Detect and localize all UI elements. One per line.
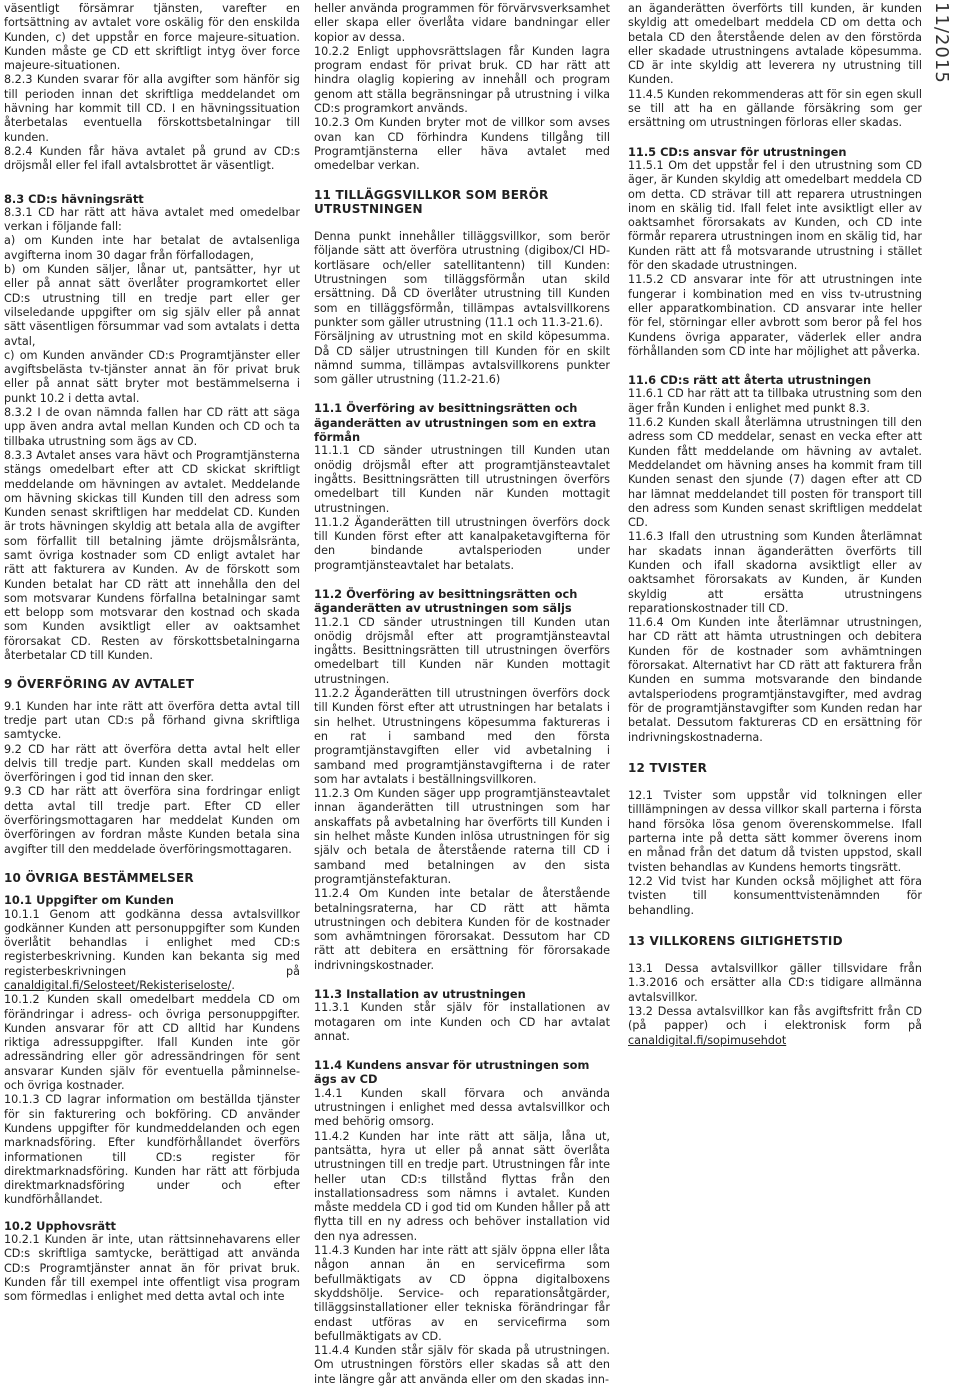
paragraph: b) om Kunden säljer, lånar ut, pantsätter, hyr ut eller på annat sätt överlåter programkortet eller CD:s utrustning till en tredje part eller ger vilseledande uppgifter om sig själv eller på annat sätt väsentligen försummar vad som avtalats i detta avtal, — [4, 263, 300, 348]
paragraph: a) om Kunden inte har betalat de avtalsenliga avgifterna inom 30 dagar från förfallodagen, — [4, 234, 300, 262]
paragraph: 11.6.2 Kunden skall återlämna utrustningen till den adress som CD meddelar, senast en vecka efter att Kunden fått meddelande om hävning av avtalet. Meddelandet om hävning anses ha kommit fram till Kunden senast den sjunde (7) dagen efter att CD har lämnat meddelandet till posten för transport till den adress som Kunden senast skriftligen meddelat CD. — [628, 416, 922, 530]
paragraph — [4, 908, 300, 994]
paragraph: c) om Kunden använder CD:s Programtjänster eller avgiftsbelästa tv-tjänster annat än för privat bruk eller på annat sätt bryter mot bestämmelserna i punkt 10.2 i detta avtal. — [4, 348, 300, 405]
paragraph: 10.2.1 Kunden är inte, utan rättsinnehavarens eller CD:s skriftliga samtycke, berättigad att använda CD:s Programtjänster annat än för privat bruk. Kunden får till exempel inte offentligt visa program som förmedlas i enlighet med detta avtal och inte — [4, 1233, 300, 1304]
paragraph: 10.2.2 Enligt upphovsrättslagen får Kunden lagra program endast för privat bruk. CD har rätt att hindra olaglig kopiering av innehåll och program genom att ställa begränsningar på utrustning i vilka CD:s programkort används. — [314, 44, 610, 116]
paragraph: 9.2 CD har rätt att överföra detta avtal helt eller delvis till tredje part. Kunden skall meddelas om överföringen i god tid innan den sker. — [4, 742, 300, 785]
paragraph: 10.1.2 Kunden skall omedelbart meddela CD om förändringar i adress- och övriga personuppgifter. Kunden ansvarar för att CD alltid har Kundens riktiga adressuppgifter. Ifall Kunden inte gör adressändring eller gör adressändringen för sent ansvarar Kunden själv för eventuella påminnelse- och övriga kostnader. — [4, 993, 300, 1093]
column-3 — [628, 2, 922, 1048]
paragraph: 11.6.1 CD har rätt att ta tillbaka utrustning som den äger från Kunden i enlighet med punkt 8.3. — [628, 387, 922, 415]
paragraph: 10.1.3 CD lagrar information om beställda tjänster för sin fakturering och bokföring. CD använder Kundens uppgifter för kundmeddelanden och egen marknadsföring. Efter kundförhållandet överförs informationen till CD:s register för direktmarknadsföring. Kunden har rätt att förbjuda direktmarknadsföring under och efter kundförhållandet. — [4, 1093, 300, 1207]
paragraph: 11.2.3 Om Kunden säger upp programtjänsteavtalet innan äganderätten till utrustningen som har anskaffats på avbetalning har överförts till Kunden i sin helhet måste Kunden inlösa utrustningen för sig själv och betala de återstående raterna till CD i samband med betalningen av den sista programtjänstefakturan. — [314, 787, 610, 886]
section-heading-12: 12 TVISTER — [628, 760, 708, 775]
paragraph: 11.6.4 Om Kunden inte återlämnar utrustningen, har CD rätt att hämta utrustningen och debitera Kunden för de kostnader som avhämtningen förorsakat. Alternativt har CD rätt att fakturera från Kunden en summa motsvarande den bindande avtalsperiodens programtjänstavgifter, med avdrag för de programtjänstavgifter som Kunden redan har betalat. Dessutom faktureras CD en ersättning för indrivningskostnaderna. — [628, 616, 922, 744]
paragraph: 11.5.1 Om det uppstår fel i den utrustning som CD äger, är Kunden skyldig att omedelbart meddela CD om detta. CD strävar till att reparera utrustningen inom en skälig tid. Ifall felet inte avsiktligt eller av oaktsamhet förorsakats av Kunden, och CD inte förmår reparera utrustningen inom en skälig tid, har Kunden rätt att få motsvarande utrustning i stället för den skadade utrustningen. — [628, 158, 922, 273]
paragraph: 11.4.4 Kunden står själv för skada på utrustningen. Om utrustningen förstörs eller skadas så att den inte längre går att använda eller om den skadas inn- — [314, 1344, 610, 1386]
paragraph: 11.5.2 CD ansvarar inte för att utrustningen inte fungerar i kombination med en viss tv-utrustning eller apparatkombination. CD ansvarar inte heller för fel, störningar eller avbrott som beror på fel hos Kundens övriga apparater, väderlek eller andra förhållanden som CD inte har möjlighet att påverka. — [628, 273, 922, 358]
paragraph: 13.1 Dessa avtalsvillkor gäller tillsvidare från 1.3.2016 och ersätter alla CD:s tidigare allmänna avtalsvillkor. — [628, 962, 922, 1004]
paragraph: 8.3.2 I de ovan nämnda fallen har CD rätt att säga upp även andra avtal mellan Kunden och CD och ta tillbaka utrustning som ägs av CD. — [4, 406, 300, 448]
paragraph: 11.1.2 Äganderätten till utrustningen överförs dock till Kunden först efter att kanalpaketavgifterna för den bindande avtalsperioden under programtjänsteavtalet har betalats. — [314, 515, 610, 572]
paragraph: 8.2.3 Kunden svarar för alla avgifter som hänför sig till perioden innan det skriftliga meddelandet om hävning har kommit till CD. I en hävningssituation återbetalas eventuella förskottsbetalningar till kunden. — [4, 73, 300, 144]
paragraph-text: 13.2 Dessa avtalsvillkor kan fås avgiftsfritt från CD (på papper) och i elektronisk form på — [628, 1005, 922, 1033]
paragraph: heller använda programmen för förvärvsverksamhet eller skapa eller överlåta vidare bandningar eller kopior av dessa. — [314, 2, 610, 44]
section-heading-11-5: 11.5 CD:s ansvar för utrustningen — [628, 144, 847, 159]
section-heading-9: 9 ÖVERFÖRING AV AVTALET — [4, 677, 195, 692]
paragraph — [628, 1005, 922, 1048]
paragraph: 11.1.1 CD sänder utrustningen till Kunden utan onödig dröjsmål efter att programtjänsteavtalet ingåtts. Besittningsrätten till utrustningen överförs omedelbart till Kunden när Kunden mottagit utrustningen. — [314, 444, 610, 515]
paragraph: 9.1 Kunden har inte rätt att överföra detta avtal till tredje part utan CD:s på förhand givna skriftliga samtycke. — [4, 699, 300, 742]
section-heading-8-3: 8.3 CD:s hävningsrätt — [4, 191, 144, 206]
paragraph: 12.2 Vid tvist har Kunden också möjlighet att föra tvisten till konsumenttvistenämnden för behandling. — [628, 874, 922, 917]
section-heading-10-2: 10.2 Upphovsrätt — [4, 1218, 116, 1233]
paragraph: an äganderätten överförts till kunden, är kunden skyldig att omedelbart meddela CD om detta och betala CD den återstående delen av den förstörda eller skadade utrustningens avtalade köpesumma. CD är inte skyldig att leverera ny utrustning till Kunden. — [628, 2, 922, 87]
paragraph: 9.3 CD har rätt att överföra sina fordringar enligt detta avtal till tredje part. Efter CD eller överföringsmottagaren har meddelat Kunden om överföringen av fordran måste Kunden betala sina avgifter till den meddelade överföringsmottagaren. — [4, 785, 300, 856]
register-link[interactable]: canaldigital.fi/Selosteet/Rekisteriseloste/ — [4, 979, 232, 992]
section-heading-11-1: 11.1 Överföring av besittningsrätten och äganderätten av utrustningen som en extra förmån — [314, 401, 597, 445]
paragraph: 12.1 Tvister som uppstår vid tolkningen eller tilllämpningen av dessa villkor skall parterna i första hand försöka lösa genom överenskommelse. Ifall parterna inte på detta sätt kommer överens inom en månad från det datum då tvisten uppstod, skall tvisten behandlas av Kundens hemorts tingsrätt. — [628, 789, 922, 874]
paragraph: 11.4.5 Kunden rekommenderas att för sin egen skull se till att ha en gällande försäkring som ger ersättning om utrustningen förloras eller skadas. — [628, 87, 922, 130]
paragraph: 8.3.3 Avtalet anses vara hävt och Programtjänsterna stängs omedelbart efter att CD skickat skriftligt meddelande om hävningen av avtalet. Meddelande om hävning skickas till Kunden till den adress som Kunden senast skriftligen har meddelat CD. Kunden är trots hävningen skyldig att betala alla de avgifter som förfallit till betalning jämte dröjsmålsränta, samt övriga kostnader som CD enligt avtalet har rätt att fakturera av Kunden. Av de förskott som Kunden betalat har CD rätt att innehålla den del som motsvarar Kundens förfallna betalningar samt ett belopp som motsvarar den kostnad och skada som Kunden avsiktligt eller av oaktsamhet förorsakat CD. Resten av förskottsbetalningarna återbetalar CD till Kunden. — [4, 448, 300, 663]
paragraph-text: 10.1.1 Genom att godkänna dessa avtalsvillkor godkänner Kunden att personuppgifter som Kunden överlåtit behandlas i enlighet med CD:s registerbeskrivning. Kunden kan bekanta sig med registerbeskrivningen på — [4, 907, 300, 978]
paragraph: Försäljning av utrustning mot en skild köpesumma. Då CD säljer utrustningen till Kunden för en skilt nämnd summa, tillämpas avtalsvillkorens punkter som gäller utrustning (11.2-21.6) — [314, 330, 610, 387]
paragraph: 11.2.2 Äganderätten till utrustningen överförs dock till Kunden först efter att utrustningen har betalats i sin helhet. Utrustningens köpesumma faktureras i en rat i samband med den första programtjänstavgiften eller vid avbetalning i samband med programtjänstavgifterna i de rater som har avtalats i beställningsvillkoren. — [314, 687, 610, 786]
paragraph: 11.4.2 Kunden har inte rätt att sälja, låna ut, pantsätta, hyra ut eller på annat sätt överlåta utrustningen till en tredje part. Utrustningen får inte heller utan CD:s tillstånd flyttas från den installationsadress som nämns i avtalet. Kunden måste meddela CD i god tid om Kunden håller på att flytta till en ny adress och behöver installation vid den nya adressen. — [314, 1129, 610, 1243]
paragraph: 11.3.1 Kunden står själv för installationen av motagaren om inte Kunden och CD har avtalat annat. — [314, 1001, 610, 1043]
document-date-label — [930, 0, 956, 84]
date-text: 11/2015 — [931, 2, 952, 84]
section-heading-11-6: 11.6 CD:s rätt att återta utrustningen — [628, 373, 872, 388]
paragraph: 11.4.3 Kunden har inte rätt att själv öppna eller låta någon annan än en servicefirma som befullmäktigats av CD öppna digitalboxens skyddshölje. Service- och reparationsåtgärder, tilläggsinstallationer eller tekniska förändringar får endast utföras av en servicefirma som befullmäktigats av CD. — [314, 1244, 610, 1343]
section-heading-13: 13 VILLKORENS GILTIGHETSTID — [628, 933, 843, 948]
paragraph-text: . — [231, 979, 235, 992]
terms-link[interactable]: canaldigital.fi/sopimusehdot — [628, 1033, 787, 1047]
column-2 — [314, 2, 610, 1387]
paragraph: 11.6.3 Ifall den utrustning som Kunden återlämnat har skadats innan äganderätten överförts till Kunden och ifall skadorna avsiktligt eller av oaktsamhet förorsakats av Kunden, är Kunden skyldig att ersätta utrustningens reparationskostnader till CD. — [628, 530, 922, 615]
section-heading-10: 10 ÖVRIGA BESTÄMMELSER — [4, 870, 194, 885]
paragraph: 11.2.1 CD sänder utrustningen till Kunden utan onödig dröjsmål efter att programtjänsteavtal ingåtts. Besittningsrätten till utrustningen överförs omedelbart till Kunden när Kunden mottagit utrustningen. — [314, 615, 610, 686]
paragraph: väsentligt försämrar tjänsten, varefter en fortsättning av avtalet vore oskälig för den enskilda Kunden, c) det uppstår en force majeure-situation. Kunden måste ge CD ett skriftligt intyg över force majeure-situationen. — [4, 2, 300, 73]
section-heading-11: 11 TILLÄGGSVILLKOR SOM BERÖR UTRUSTNINGEN — [314, 187, 549, 216]
paragraph: 8.3.1 CD har rätt att häva avtalet med omedelbar verkan i följande fall: — [4, 205, 300, 234]
section-heading-11-4: 11.4 Kundens ansvar för utrustningen som ägs av CD — [314, 1058, 590, 1087]
section-heading-10-1: 10.1 Uppgifter om Kunden — [4, 893, 174, 908]
paragraph: 11.2.4 Om Kunden inte betalar de återstående betalningsraterna, har CD rätt att hämta utrustningen och debitera Kunden för de kostnader som avhämtningen förorsakat. Dessutom har CD rätt att debitera en ersättning för förorsakade indrivningskostnader. — [314, 887, 610, 972]
paragraph: 8.2.4 Kunden får häva avtalet på grund av CD:s dröjsmål eller fel ifall avtalsbrottet är väsentligt. — [4, 144, 300, 173]
section-heading-11-2: 11.2 Överföring av besittningsrätten och äganderätten av utrustningen som säljs — [314, 586, 578, 616]
column-1 — [4, 2, 300, 1305]
paragraph: Denna punkt innehåller tilläggsvillkor, som berör följande sätt att överföra utrustning (digibox/CI HD-kortläsare och/eller satellitantenn) till Kunden: Utrustningen som tilläggsförmån utan skild ersättning. Då CD överlåter utrustning till Kunden som en tilläggsförmån, tillämpas avtalsvillkorens punkter som gäller utrustning (11.1 och 11.3-21.6). — [314, 230, 610, 329]
paragraph: 10.2.3 Om Kunden bryter mot de villkor som avses ovan kan CD förhindra Kundens tillgång till Programtjänsterna eller häva avtalet med omedelbar verkan. — [314, 116, 610, 173]
section-heading-11-3: 11.3 Installation av utrustningen — [314, 987, 526, 1001]
paragraph: 1.4.1 Kunden skall förvara och använda utrustningen i enlighet med dessa avtalsvillkor och med behörig omsorg. — [314, 1086, 610, 1129]
